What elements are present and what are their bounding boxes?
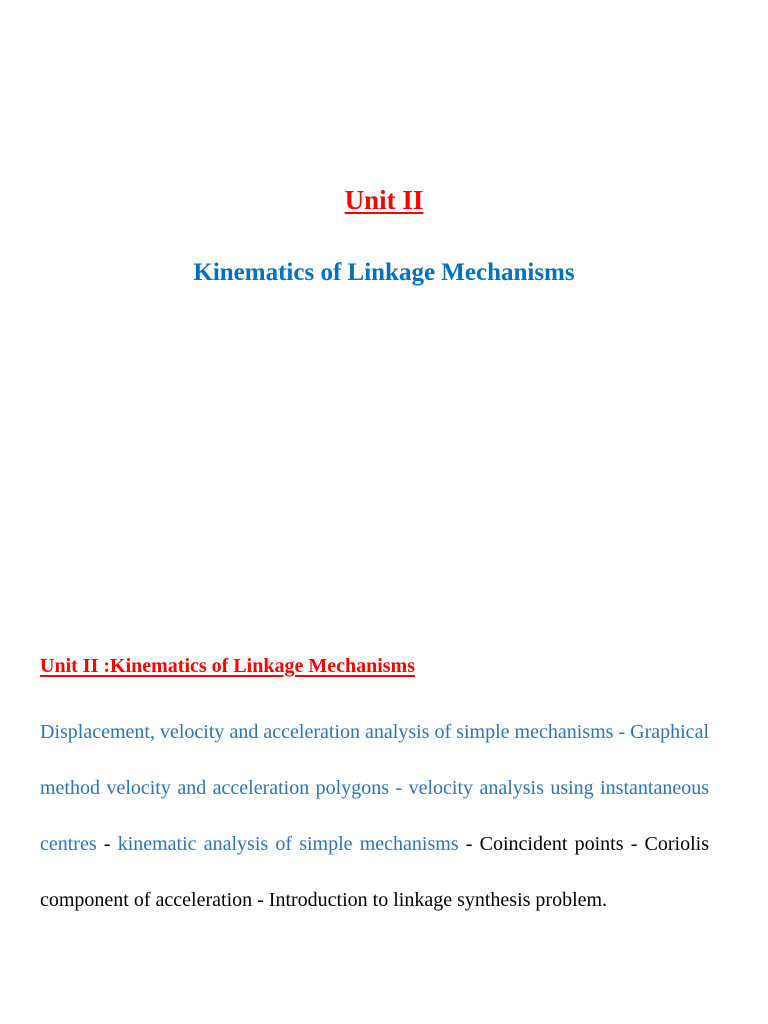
syllabus-segment-2: - xyxy=(96,833,118,855)
syllabus-segment-4: - Coincident points - Coriolis component of acceleration - Introduction to linkage synthesis problem. xyxy=(40,833,709,911)
unit-title: Unit II xyxy=(344,185,424,215)
unit-subtitle: Kinematics of Linkage Mechanisms xyxy=(193,259,575,286)
syllabus-paragraph xyxy=(40,704,709,928)
section-heading: Unit II :Kinematics of Linkage Mechanisms xyxy=(40,655,415,677)
syllabus-segment-1: Displacement, velocity and acceleration analysis of simple mechanisms - Graphical method velocity and acceleration polygons - velocity analysis using instantaneous centres xyxy=(40,721,709,855)
syllabus-segment-3: kinematic analysis of simple mechanisms xyxy=(117,833,459,855)
